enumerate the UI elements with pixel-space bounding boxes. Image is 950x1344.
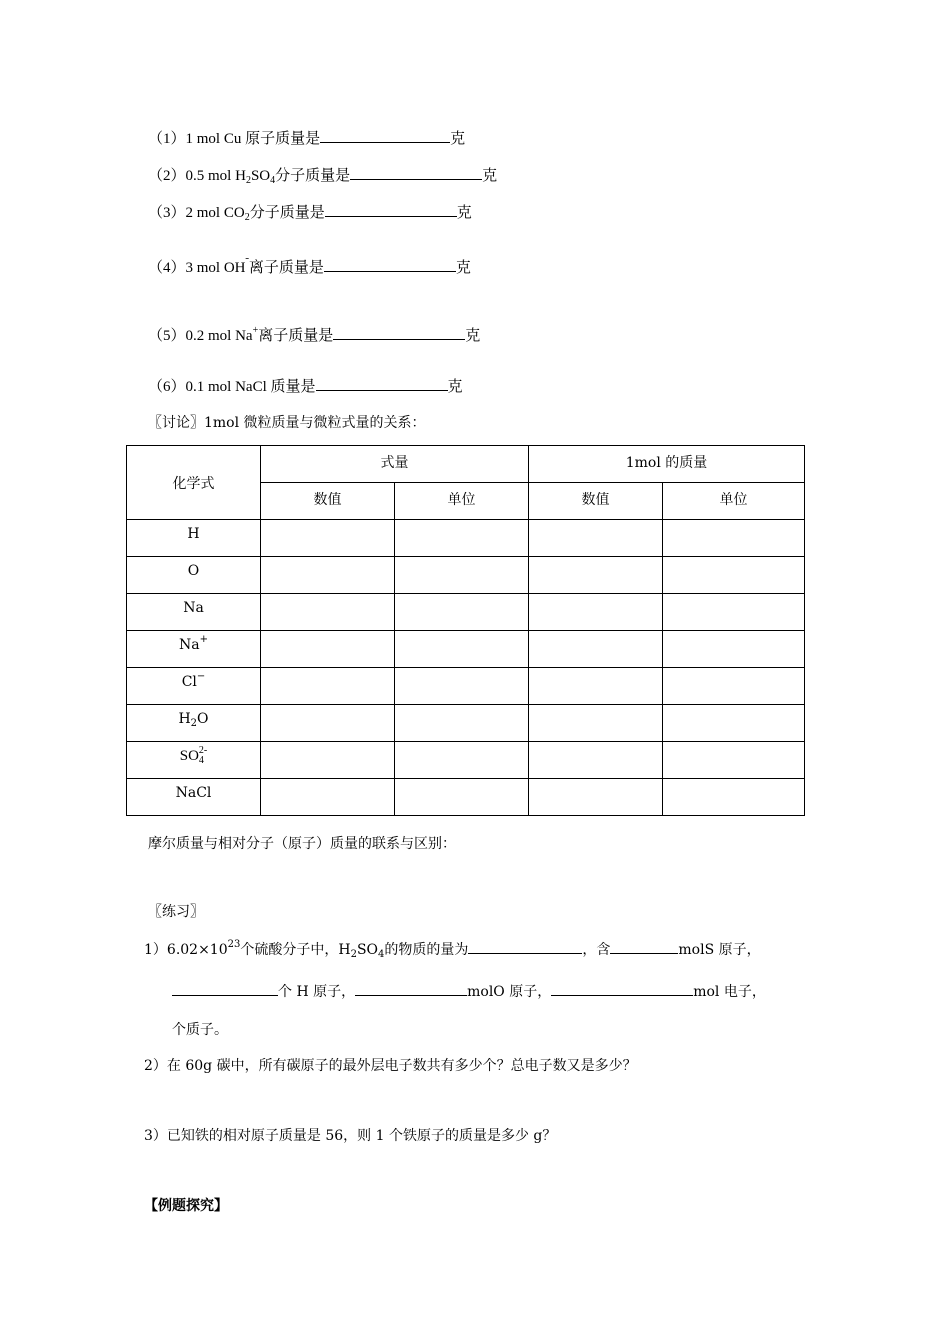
- item-text: 2 mol CO: [185, 205, 245, 221]
- answer-cell[interactable]: [529, 705, 663, 742]
- answer-cell[interactable]: [663, 557, 805, 594]
- answer-cell[interactable]: [663, 594, 805, 631]
- item-text: 0.1 mol NaCl 质量是: [185, 379, 316, 395]
- superscript: ˉ: [245, 257, 249, 268]
- mass-table: [126, 445, 805, 816]
- item-number: （3）: [148, 205, 186, 221]
- item-unit: 克: [482, 168, 498, 184]
- answer-blank[interactable]: [610, 938, 678, 954]
- item-unit: 克: [456, 205, 472, 221]
- answer-cell[interactable]: [395, 705, 529, 742]
- subscript: 2: [244, 212, 250, 223]
- answer-cell[interactable]: [261, 631, 395, 668]
- answer-cell[interactable]: [529, 668, 663, 705]
- exponent: 23: [227, 939, 241, 950]
- answer-cell[interactable]: [663, 520, 805, 557]
- answer-cell[interactable]: [395, 779, 529, 816]
- superscript: +: [252, 325, 259, 336]
- question-item-4: [148, 256, 471, 278]
- subheader-unit: 单位: [663, 483, 805, 520]
- formula-cell: Na: [127, 594, 261, 631]
- answer-cell[interactable]: [395, 557, 529, 594]
- practice-question-2: 2）在 60g 碳中，所有碳原子的最外层电子数共有多少个？总电子数又是多少？: [144, 1058, 637, 1074]
- answer-cell[interactable]: [261, 668, 395, 705]
- question-item-6: [148, 375, 463, 397]
- subheader-value: 数值: [261, 483, 395, 520]
- answer-cell[interactable]: [261, 557, 395, 594]
- item-text: 分子质量是: [249, 205, 325, 221]
- answer-blank[interactable]: [551, 980, 693, 996]
- formula-cell: $H_2O$: [127, 705, 261, 742]
- example-heading: 【例题探究】: [144, 1198, 228, 1214]
- practice-question-3: 3）已知铁的相对原子质量是 56，则 1 个铁原子的质量是多少 g？: [144, 1128, 557, 1144]
- item-number: （5）: [148, 328, 186, 344]
- item-text: 离子质量是: [248, 260, 324, 276]
- subheader-value: 数值: [529, 483, 663, 520]
- answer-blank[interactable]: [355, 980, 467, 996]
- header-formula-weight: 式量: [261, 446, 529, 483]
- answer-cell[interactable]: [395, 668, 529, 705]
- item-text: 0.2 mol Na: [185, 328, 253, 344]
- table-row: [127, 705, 805, 742]
- answer-cell[interactable]: [261, 520, 395, 557]
- header-formula: 化学式: [127, 446, 261, 520]
- answer-cell[interactable]: [261, 742, 395, 779]
- item-unit: 克: [450, 131, 466, 147]
- subheader-unit: 单位: [395, 483, 529, 520]
- answer-cell[interactable]: [529, 779, 663, 816]
- table-row: [127, 594, 805, 631]
- item-unit: 克: [447, 379, 463, 395]
- answer-blank[interactable]: [316, 375, 448, 391]
- subscript: 2: [245, 175, 251, 186]
- practice-heading: 〖练习〗: [148, 904, 204, 920]
- answer-blank[interactable]: [468, 938, 582, 954]
- answer-blank[interactable]: [350, 164, 482, 180]
- formula-cell: H: [127, 520, 261, 557]
- question-item-5: [148, 324, 480, 346]
- table-row: [127, 520, 805, 557]
- answer-cell[interactable]: [663, 742, 805, 779]
- discussion-heading: 〖讨论〗1mol 微粒质量与微粒式量的关系：: [148, 415, 426, 431]
- table-row: [127, 742, 805, 779]
- header-molar-mass: 1mol 的质量: [529, 446, 805, 483]
- practice-question-1-end: 个质子。: [172, 1022, 228, 1038]
- answer-cell[interactable]: [529, 594, 663, 631]
- answer-cell[interactable]: [663, 705, 805, 742]
- table-row: [127, 668, 805, 705]
- formula-cell: Na+: [127, 631, 261, 668]
- item-unit: 克: [465, 328, 481, 344]
- answer-cell[interactable]: [529, 631, 663, 668]
- practice-question-1: $1)6.02\times 10^{23}$个硫酸分子中，$H_2SO_4$的物质的量为 ，含 molS 原子，: [144, 939, 761, 960]
- formula-cell: $SO_4^{2-}$: [127, 742, 261, 779]
- table-row: [127, 631, 805, 668]
- answer-blank[interactable]: [172, 980, 278, 996]
- answer-blank[interactable]: [325, 201, 457, 217]
- answer-blank[interactable]: [320, 127, 450, 143]
- item-text: 1 mol Cu 原子质量是: [185, 131, 321, 147]
- question-item-1: [148, 127, 465, 149]
- question-item-3: [148, 201, 472, 223]
- answer-cell[interactable]: [261, 594, 395, 631]
- answer-blank[interactable]: [333, 324, 465, 340]
- answer-cell[interactable]: [395, 631, 529, 668]
- answer-cell[interactable]: [529, 520, 663, 557]
- item-text: 3 mol OH: [185, 260, 246, 276]
- question-item-2: [148, 164, 497, 186]
- item-number: （2）: [148, 168, 186, 184]
- item-number: （6）: [148, 379, 186, 395]
- answer-cell[interactable]: [663, 668, 805, 705]
- answer-cell[interactable]: [663, 631, 805, 668]
- formula-cell: NaCl: [127, 779, 261, 816]
- item-text: 离子质量是: [258, 328, 334, 344]
- formula-cell: O: [127, 557, 261, 594]
- relation-text: 摩尔质量与相对分子（原子）质量的联系与区别：: [148, 836, 456, 852]
- item-text: SO: [250, 168, 271, 184]
- answer-cell[interactable]: [529, 557, 663, 594]
- item-number: （1）: [148, 131, 186, 147]
- item-text: 分子质量是: [275, 168, 351, 184]
- subscript: 4: [270, 175, 276, 186]
- answer-cell[interactable]: [261, 779, 395, 816]
- answer-cell[interactable]: [395, 594, 529, 631]
- item-unit: 克: [455, 260, 471, 276]
- answer-blank[interactable]: [324, 256, 456, 272]
- table-row: [127, 779, 805, 816]
- formula-cell: Cl−: [127, 668, 261, 705]
- answer-cell[interactable]: [395, 742, 529, 779]
- table-row: [127, 557, 805, 594]
- answer-cell[interactable]: [529, 742, 663, 779]
- item-text: 0.5 mol H: [185, 168, 246, 184]
- item-number: （4）: [148, 260, 186, 276]
- answer-cell[interactable]: [395, 520, 529, 557]
- practice-question-1-cont: 个 H 原子， molO 原子， mol 电子，: [172, 980, 766, 1002]
- answer-cell[interactable]: [663, 779, 805, 816]
- answer-cell[interactable]: [261, 705, 395, 742]
